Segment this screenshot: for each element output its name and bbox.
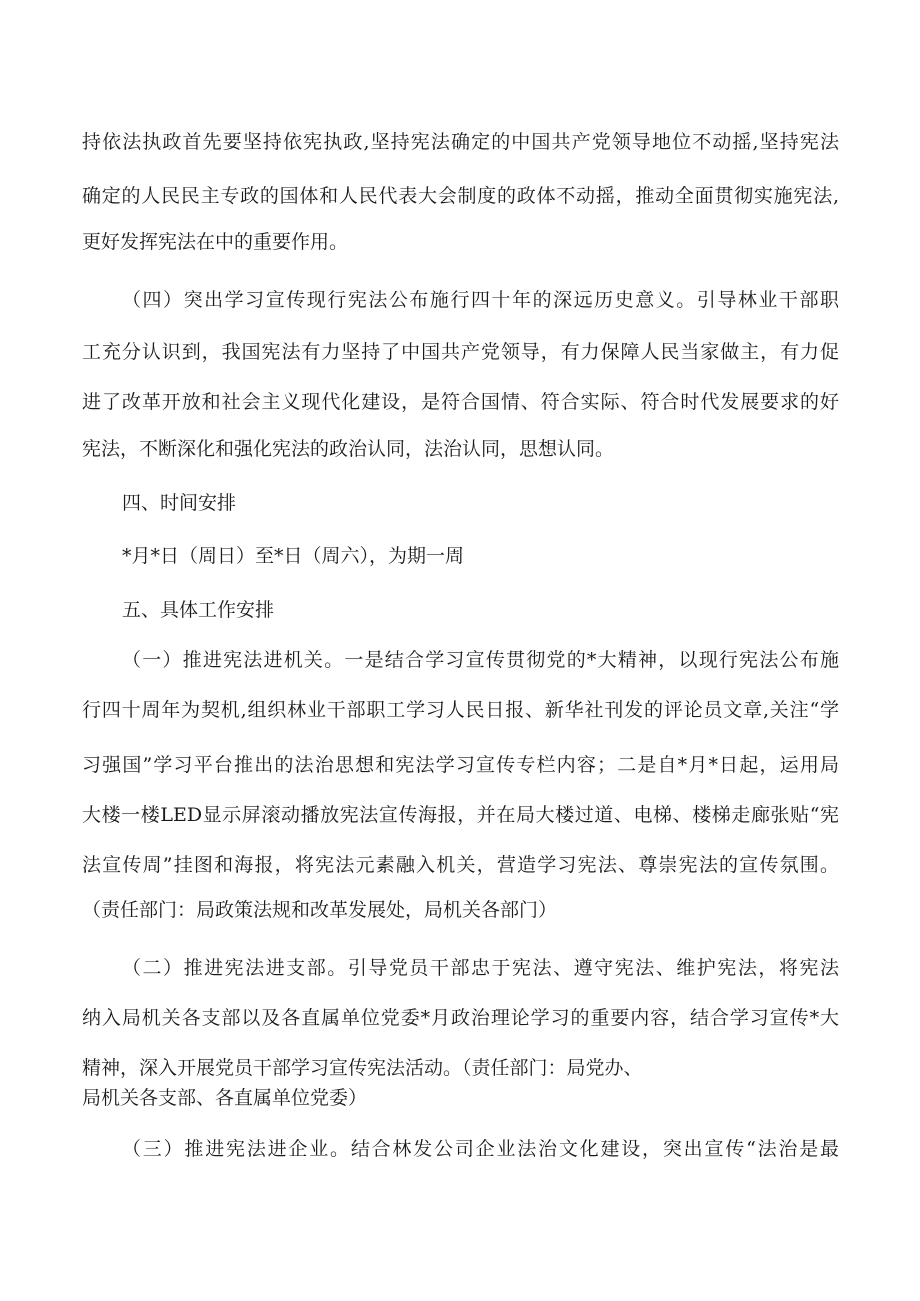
paragraph-line: （二）推进宪法进支部。引导党员干部忠于宪法、遵守宪法、维护宪法，将宪法 — [122, 957, 839, 979]
paragraph-line: （三）推进宪法进企业。结合林发公司企业法治文化建设，突出宣传“法治是最 — [122, 1138, 839, 1160]
paragraph-line: 工充分认识到，我国宪法有力坚持了中国共产党领导，有力保障人民当家做主，有力促 — [82, 341, 839, 363]
paragraph-line: 法宣传周”挂图和海报，将宪法元素融入机关，营造学习宪法、尊崇宪法的宣传氛围。 — [82, 854, 839, 876]
paragraph-line: （四）突出学习宣传现行宪法公布施行四十年的深远历史意义。引导林业干部职 — [122, 289, 839, 311]
paragraph-line: 精神，深入开展党员干部学习宣传宪法活动。（责任部门：局党办、 — [82, 1057, 643, 1079]
paragraph-line: 纳入局机关各支部以及各直属单位党委*月政治理论学习的重要内容，结合学习宣传*大 — [82, 1007, 839, 1029]
responsibility-note: （责任部门：局政策法规和改革发展处，局机关各部门） — [82, 899, 558, 921]
schedule-text: *月*日（周日）至*日（周六），为期一周 — [122, 545, 465, 567]
paragraph-line: 更好发挥宪法在中的重要作用。 — [82, 231, 349, 253]
paragraph-line: 局机关各支部、各直属单位党委） — [82, 1087, 368, 1109]
paragraph-line: 行四十周年为契机,组织林业干部职工学习人民日报、新华社刊发的评论员文章,关注“学 — [82, 699, 839, 721]
paragraph-line: 习强国”学习平台推出的法治思想和宪法学习宣传专栏内容；二是自*月*日起，运用局 — [82, 754, 839, 776]
paragraph-line: 持依法执政首先要坚持依宪执政,坚持宪法确定的中国共产党领导地位不动摇,坚持宪法 — [82, 131, 839, 153]
paragraph-line: 大楼一楼LED显示屏滚动播放宪法宣传海报，并在局大楼过道、电梯、楼梯走廊张贴“宪 — [82, 804, 839, 826]
paragraph-line: （一）推进宪法进机关。一是结合学习宣传贯彻党的*大精神，以现行宪法公布施 — [122, 649, 839, 671]
section-heading: 五、具体工作安排 — [122, 599, 275, 621]
paragraph-line: 进了改革开放和社会主义现代化建设，是符合国情、符合实际、符合时代发展要求的好 — [82, 391, 839, 413]
paragraph-line: 确定的人民民主专政的国体和人民代表大会制度的政体不动摇，推动全面贯彻实施宪法, — [82, 185, 839, 207]
section-heading: 四、时间安排 — [122, 492, 237, 514]
paragraph-line: 宪法，不断深化和强化宪法的政治认同，法治认同，思想认同。 — [82, 438, 615, 460]
